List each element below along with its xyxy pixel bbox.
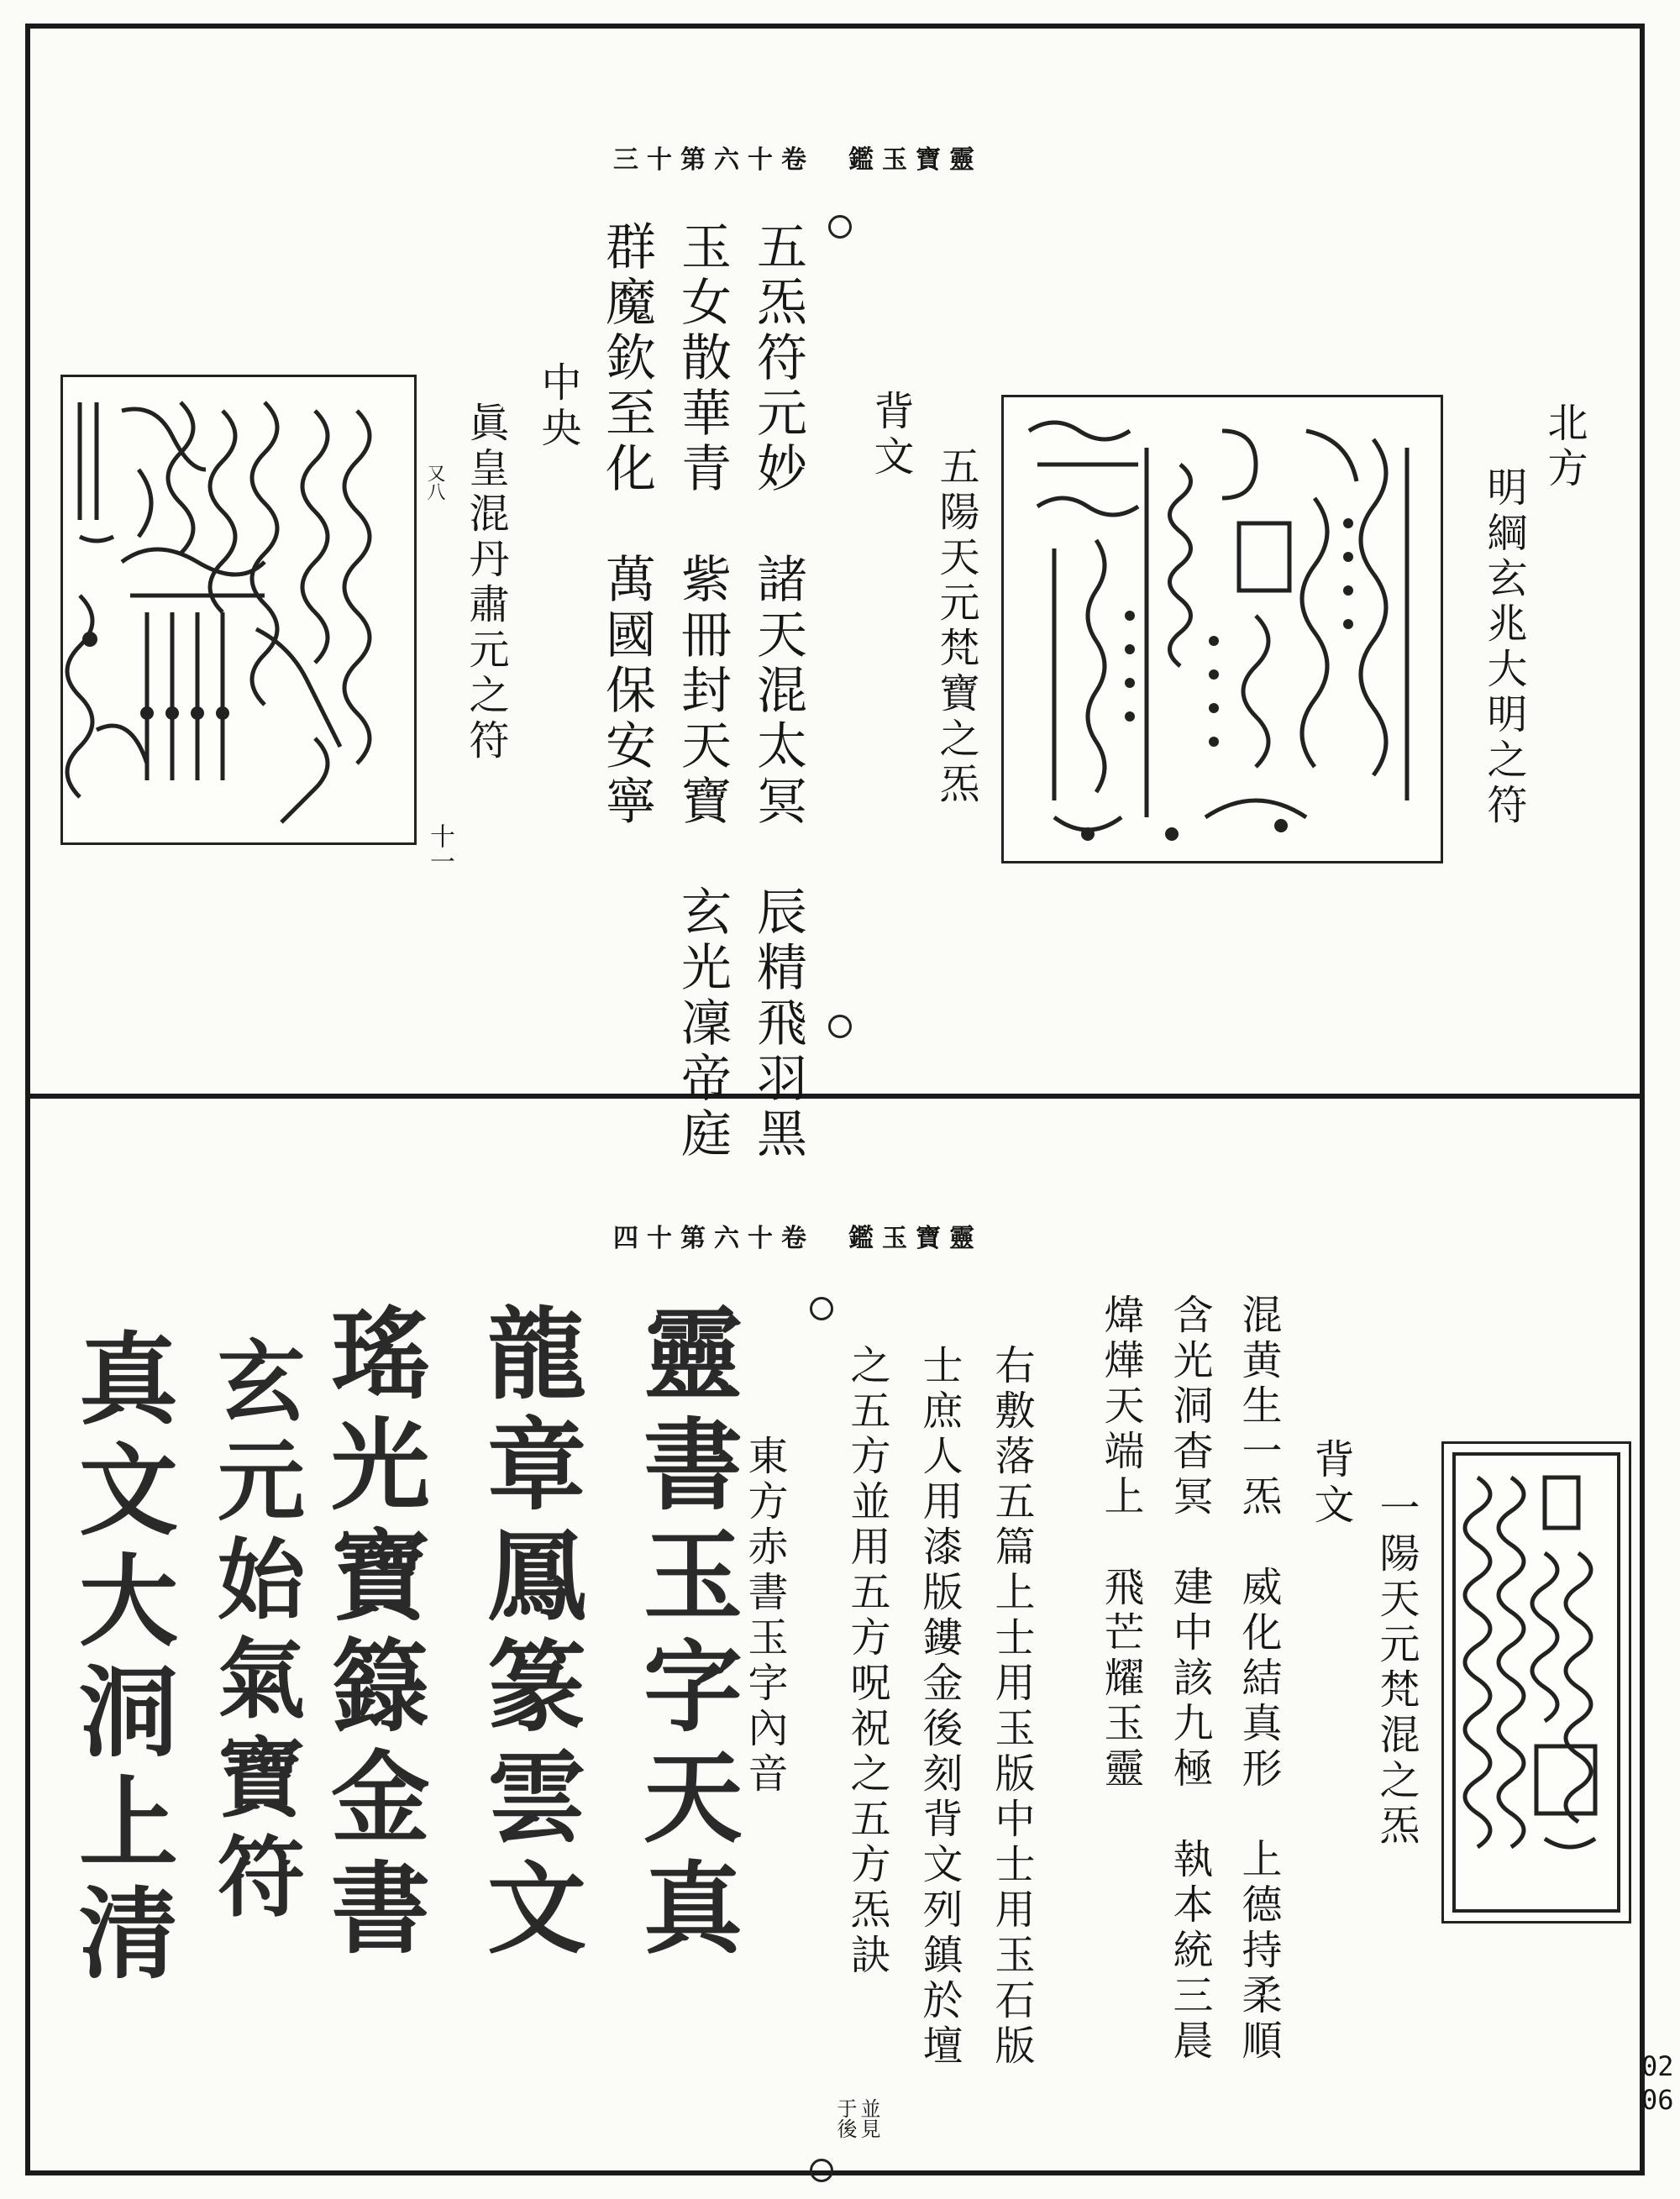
seal-script-column-4: 玄元始氣寶符 xyxy=(202,1336,306,1930)
verse-close-mark xyxy=(828,1015,852,1038)
note-column-1: 右敷落五篇上士用玉版中士用玉石版 xyxy=(988,1344,1035,2070)
east-seal-title: 東方赤書玉字內音 xyxy=(741,1435,788,1798)
side-page-number: 0206 xyxy=(1641,2050,1674,2116)
north-talisman-title: 明綱玄兆大明之符 xyxy=(1480,466,1527,829)
center-talisman-drawing xyxy=(63,377,414,842)
seal-script-column-2: 龍章鳳篆雲文 xyxy=(470,1302,587,1967)
top-back-text-label: 背文 xyxy=(867,390,914,480)
note-column-3-small-left: 于後 xyxy=(833,2098,857,2139)
east-talisman-figure xyxy=(1441,1441,1631,1923)
north-back-title: 五陽天元梵寶之炁 xyxy=(932,445,979,808)
north-talisman-figure xyxy=(1001,395,1443,863)
note-column-3-small-right: 並見 xyxy=(857,2098,880,2139)
page-divider xyxy=(25,1094,1645,1099)
bottom-verse-column-2: 含光洞杳冥 建中該九極 執本統三晨 xyxy=(1166,1294,1213,2065)
bottom-verse-column-1: 混黄生一炁 威化結真形 上德持柔順 xyxy=(1235,1294,1282,2065)
top-verse-column-1: 五炁符元妙 諸天混太冥 辰精飛羽黑 xyxy=(748,220,807,1162)
note-column-2: 士庶人用漆版鏤金後刻背文列鎮於壇 xyxy=(916,1344,963,2070)
bottom-back-text-label: 背文 xyxy=(1307,1438,1354,1529)
bottom-page-header: 靈寶玉鑑 卷十六第十四 xyxy=(613,1224,983,1253)
bottom-verse-column-3: 煒燁天端上 飛芒耀玉靈 xyxy=(1097,1294,1144,1792)
north-talisman-drawing xyxy=(1004,397,1441,861)
center-note: 又八 xyxy=(424,464,445,501)
seal-script-column-1: 靈書玉字天真 xyxy=(627,1302,743,1967)
center-talisman-title: 眞皇混丹肅元之符 xyxy=(462,401,509,764)
east-talisman-drawing xyxy=(1444,1444,1629,1921)
seal-open-mark xyxy=(810,1297,833,1320)
center-direction-label: 中央 xyxy=(534,361,581,452)
top-verse-column-2: 玉女散華青 紫冊封天寶 玄光凜帝庭 xyxy=(673,220,732,1162)
note-column-3: 之五方並用五方呪祝之五方炁訣 xyxy=(843,1344,890,1979)
top-page-header: 靈寶玉鑑 卷十六第十三 xyxy=(613,145,983,175)
seal-script-column-5: 真文大洞上清 xyxy=(62,1327,179,1992)
top-page-number: 十一 xyxy=(425,823,454,874)
center-talisman-figure xyxy=(60,375,417,845)
seal-close-mark xyxy=(810,2159,833,2182)
top-verse-column-3: 群魔欽至化 萬國保安寧 xyxy=(597,220,656,830)
north-direction-label: 北方 xyxy=(1541,401,1588,492)
east-back-title: 一陽天元梵混之炁 xyxy=(1373,1487,1420,1850)
seal-script-column-3: 瑤光寶籙金書 xyxy=(314,1302,431,1967)
verse-open-mark xyxy=(828,215,852,239)
